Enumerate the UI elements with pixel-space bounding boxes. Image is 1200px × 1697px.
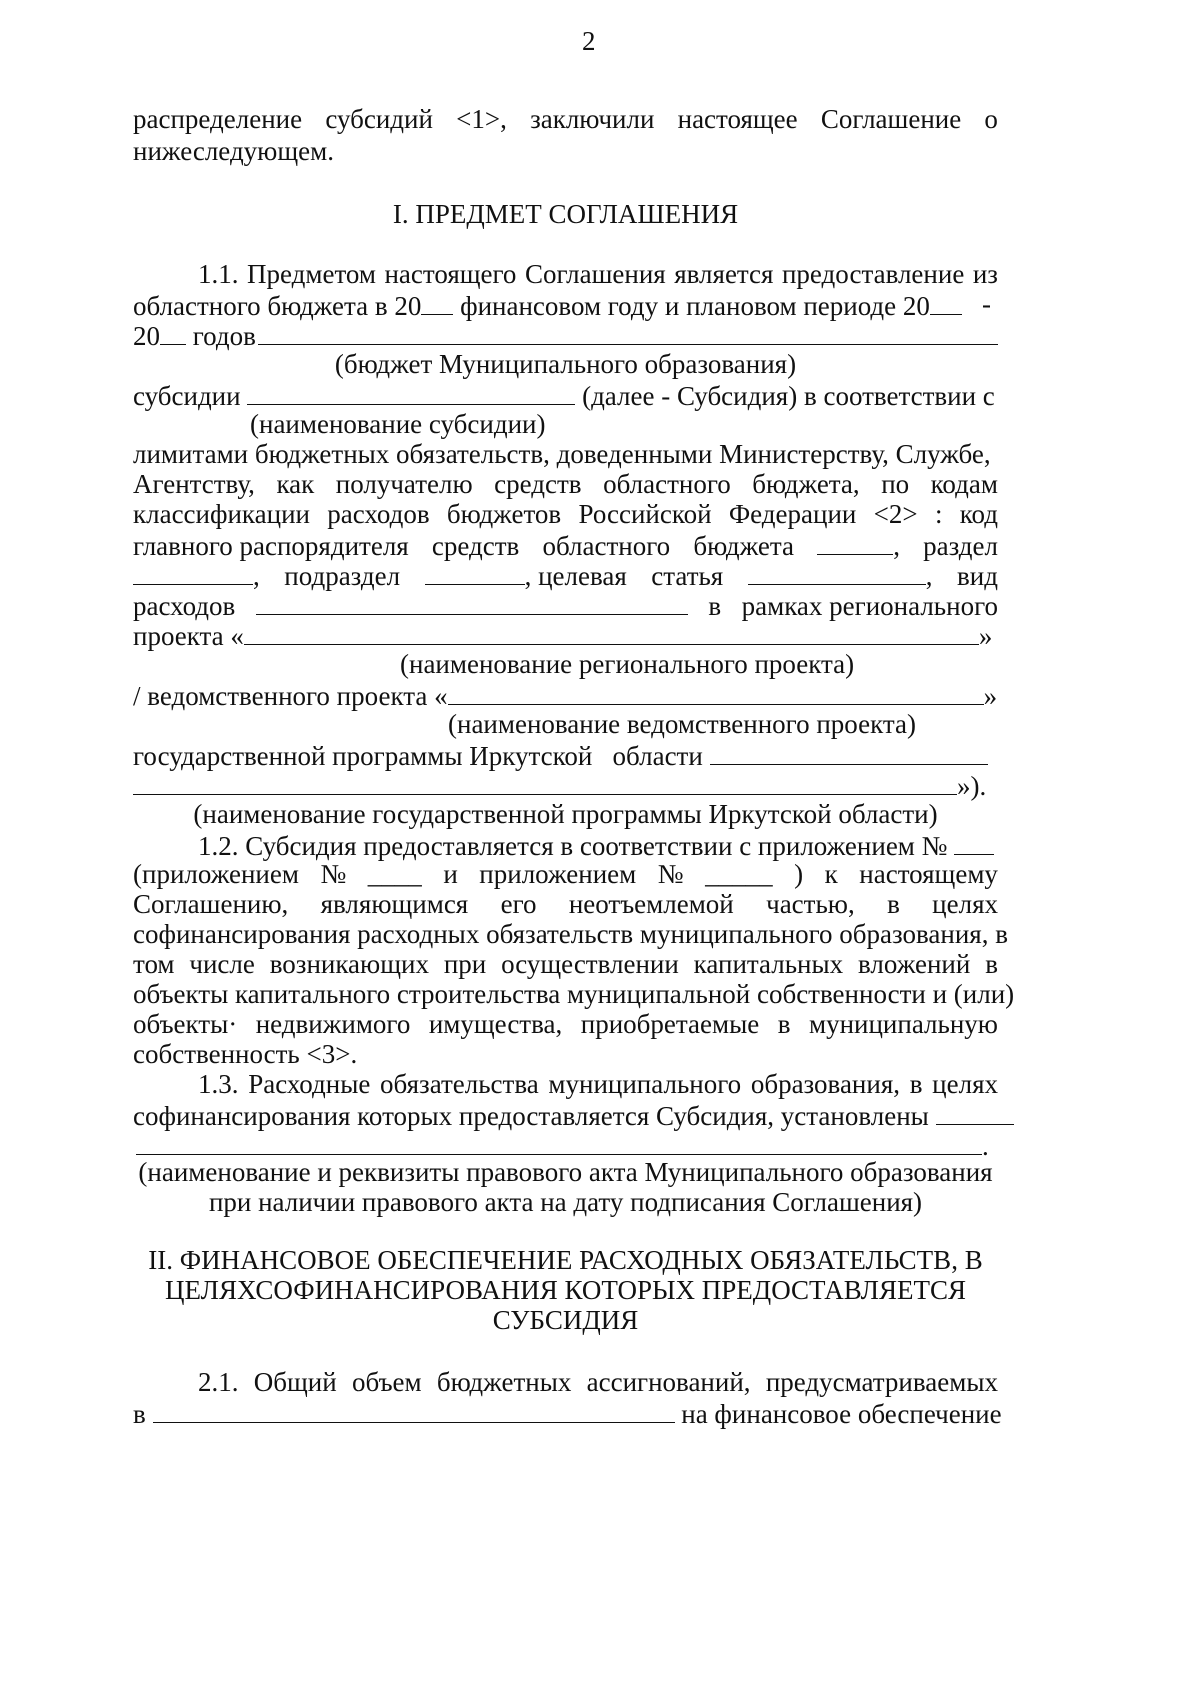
blank-field bbox=[133, 768, 957, 795]
word: муниципального bbox=[548, 1069, 742, 1099]
word: Предметом bbox=[247, 259, 376, 289]
word: ассигнований, bbox=[586, 1367, 751, 1397]
word: о bbox=[984, 104, 998, 134]
caption-departmental: (наименование ведомственного проекта) bbox=[448, 709, 916, 739]
word: образования, bbox=[750, 1069, 901, 1099]
word: обязательства bbox=[380, 1069, 539, 1099]
word: возникающих bbox=[269, 949, 429, 979]
word: предоставление bbox=[781, 259, 965, 289]
word: числе bbox=[189, 949, 255, 979]
p11-line-11 bbox=[133, 678, 997, 712]
word: бюджетных bbox=[436, 1367, 572, 1397]
p11-line-1 bbox=[198, 258, 998, 290]
word: распределение bbox=[133, 104, 303, 134]
p11-line-6 bbox=[133, 498, 998, 530]
text: расходов bbox=[133, 591, 236, 621]
p11-line-13 bbox=[133, 768, 986, 802]
word: бюджетов bbox=[446, 499, 562, 529]
word: при bbox=[443, 949, 487, 979]
blank-field bbox=[930, 288, 962, 315]
caption-subsidy: (наименование субсидии) bbox=[250, 409, 546, 439]
blank-field bbox=[421, 288, 453, 315]
word: Российской bbox=[578, 499, 712, 529]
text: областного bbox=[542, 531, 671, 561]
p21-line-1 bbox=[198, 1366, 998, 1398]
p11-dash: - bbox=[982, 289, 991, 319]
text: статья bbox=[651, 561, 724, 591]
word: Агентству, bbox=[133, 469, 255, 499]
word: муниципальную bbox=[808, 1009, 998, 1039]
word: целях bbox=[932, 889, 998, 919]
text: субсидии bbox=[133, 381, 241, 411]
word: настоящему bbox=[859, 859, 998, 889]
word: настоящего bbox=[384, 259, 517, 289]
caption-regional: (наименование регионального проекта) bbox=[400, 649, 855, 679]
text: главного распорядителя bbox=[133, 531, 409, 561]
text: финансовом году и плановом периоде 20 bbox=[460, 291, 930, 321]
text: вид bbox=[957, 561, 998, 591]
word: являющимся bbox=[320, 889, 469, 919]
word: в bbox=[887, 889, 900, 919]
text: в bbox=[133, 1399, 146, 1429]
word: и bbox=[443, 859, 458, 889]
p11-line-9 bbox=[133, 588, 998, 622]
p11-line-5 bbox=[133, 468, 998, 500]
p11-line-10 bbox=[133, 618, 992, 652]
word: <1>, bbox=[456, 104, 507, 134]
p21-line-2 bbox=[133, 1396, 1002, 1430]
word: является bbox=[674, 259, 774, 289]
text: софинансирования которых предоставляется Субсидия, установлены bbox=[133, 1101, 929, 1131]
word: 2.1. bbox=[198, 1367, 239, 1397]
caption-act-2: при наличии правового акта на дату подписания Соглашения) bbox=[208, 1187, 923, 1217]
text: (далее - Субсидия) в соответствии с bbox=[582, 381, 995, 411]
word: № bbox=[657, 859, 684, 889]
blank-field bbox=[748, 558, 926, 585]
blank-group bbox=[133, 558, 260, 592]
text: , целевая bbox=[524, 561, 627, 591]
blank-field bbox=[817, 528, 893, 555]
word: № bbox=[320, 859, 347, 889]
p12-line-6: объекты капитального строительства муниципальной собственности и (или) bbox=[133, 979, 1015, 1009]
blank-field bbox=[710, 738, 988, 765]
word: осуществлении bbox=[501, 949, 679, 979]
word: 1.3. bbox=[198, 1069, 239, 1099]
text: государственной программы Иркутской bbox=[133, 741, 593, 771]
word: Соглашению, bbox=[133, 889, 289, 919]
word: том bbox=[133, 949, 175, 979]
section-2-title-line-2: ЦЕЛЯХСОФИНАНСИРОВАНИЯ КОТОРЫХ ПРЕДОСТАВЛЯЕТСЯ bbox=[165, 1275, 966, 1305]
text: . bbox=[982, 1131, 989, 1161]
caption-budget: (бюджет Муниципального образования) bbox=[334, 349, 797, 379]
word: Расходные bbox=[248, 1069, 371, 1099]
blank-field bbox=[153, 1396, 675, 1423]
text: в bbox=[708, 591, 722, 621]
text: области bbox=[612, 741, 703, 771]
blank-field bbox=[133, 558, 253, 585]
word: в bbox=[909, 1069, 923, 1099]
word: в bbox=[777, 1009, 791, 1039]
word: областного bbox=[603, 469, 731, 499]
word: расходов bbox=[327, 499, 430, 529]
text: , bbox=[893, 531, 900, 561]
text: раздел bbox=[923, 531, 998, 561]
word: 1.1. bbox=[198, 259, 239, 289]
blank-field bbox=[256, 588, 688, 615]
word: ____ bbox=[367, 859, 422, 889]
blank-field bbox=[425, 558, 525, 585]
blank-group bbox=[425, 558, 627, 592]
word: получателю bbox=[335, 469, 473, 499]
word: его bbox=[500, 889, 537, 919]
word: Общий bbox=[253, 1367, 337, 1397]
p12-line-7 bbox=[133, 1008, 998, 1040]
word: неотъемлемой bbox=[568, 889, 734, 919]
text: / ведомственного проекта « bbox=[133, 681, 448, 711]
text: » bbox=[978, 621, 993, 651]
word: имущества, bbox=[428, 1009, 563, 1039]
blank-field bbox=[954, 828, 994, 855]
section-2-title-line-1: II. ФИНАНСОВОЕ ОБЕСПЕЧЕНИЕ РАСХОДНЫХ ОБЯЗАТЕЛЬСТВ, В bbox=[148, 1245, 983, 1275]
word: частью, bbox=[766, 889, 855, 919]
p12-line-5 bbox=[133, 948, 998, 980]
text: на финансовое обеспечение bbox=[681, 1399, 1002, 1429]
word: субсидий bbox=[325, 104, 433, 134]
intro-line-2: нижеследующем. bbox=[133, 136, 334, 166]
p12-line-8: собственность <3>. bbox=[133, 1039, 358, 1069]
word: средств bbox=[494, 469, 582, 499]
p12-line-3 bbox=[133, 888, 998, 920]
word: заключили bbox=[530, 104, 655, 134]
word: в bbox=[985, 949, 998, 979]
word: как bbox=[276, 469, 315, 499]
word: классификации bbox=[133, 499, 310, 529]
text: проекта « bbox=[133, 621, 244, 651]
subsidy-line bbox=[133, 378, 995, 412]
p11-line-12 bbox=[133, 738, 988, 772]
text: 20 bbox=[133, 321, 160, 351]
word: к bbox=[824, 859, 838, 889]
word: целях bbox=[932, 1069, 998, 1099]
p13-line-1 bbox=[198, 1068, 998, 1100]
text: подраздел bbox=[284, 561, 401, 591]
p11-line-3 bbox=[133, 318, 256, 352]
section-2-title-line-3: СУБСИДИЯ bbox=[492, 1305, 639, 1335]
p12-line-4: софинансирования расходных обязательств муниципального образования, в bbox=[133, 919, 1008, 949]
word: (приложением bbox=[133, 859, 299, 889]
blank-field bbox=[936, 1098, 1014, 1125]
word: объекты· bbox=[133, 1009, 238, 1039]
p13-line-2 bbox=[133, 1098, 1014, 1132]
word: по bbox=[881, 469, 910, 499]
text: , bbox=[925, 561, 933, 591]
text: , bbox=[253, 561, 260, 591]
blank-field bbox=[160, 318, 186, 345]
word: Соглашения bbox=[524, 259, 666, 289]
text: »). bbox=[957, 771, 987, 801]
word: объем bbox=[352, 1367, 422, 1397]
word: приобретаемые bbox=[580, 1009, 760, 1039]
budget-blank-line bbox=[258, 344, 998, 345]
word: приложением bbox=[479, 859, 637, 889]
caption-program: (наименование государственной программы Иркутской области) bbox=[193, 799, 938, 829]
blank-field bbox=[247, 378, 575, 405]
blank-field bbox=[244, 618, 979, 645]
p11-line-2 bbox=[133, 288, 962, 322]
p11-line-8 bbox=[133, 558, 998, 592]
word: <2> bbox=[873, 499, 918, 529]
blank-group bbox=[748, 558, 933, 592]
p12-line-1 bbox=[198, 828, 994, 862]
text: годов bbox=[192, 321, 256, 351]
text: 1.2. Субсидия предоставляется в соответствии с приложением № bbox=[198, 831, 948, 861]
word: из bbox=[972, 259, 998, 289]
word: : bbox=[934, 499, 943, 529]
word: вложений bbox=[858, 949, 971, 979]
p12-line-2 bbox=[133, 858, 998, 890]
word: код bbox=[959, 499, 998, 529]
word: недвижимого bbox=[255, 1009, 411, 1039]
word: Федерации bbox=[728, 499, 857, 529]
p11-line-4: лимитами бюджетных обязательств, доведенными Министерству, Службе, bbox=[133, 439, 991, 469]
blank-field bbox=[136, 1128, 982, 1155]
text: » bbox=[983, 681, 998, 711]
p11-line-7 bbox=[133, 528, 998, 562]
word: _____ bbox=[705, 859, 773, 889]
blank-field bbox=[448, 678, 984, 705]
blank-group bbox=[817, 528, 900, 562]
page-number: 2 bbox=[582, 26, 596, 56]
text: областного бюджета в 20 bbox=[133, 291, 422, 321]
text: рамках регионального bbox=[741, 591, 998, 621]
text: бюджета bbox=[693, 531, 795, 561]
word: Соглашение bbox=[820, 104, 962, 134]
caption-act-1: (наименование и реквизиты правового акта Муниципального образования bbox=[138, 1157, 993, 1187]
word: ) bbox=[794, 859, 804, 889]
section-1-title: I. ПРЕДМЕТ СОГЛАШЕНИЯ bbox=[392, 199, 739, 229]
word: бюджета, bbox=[752, 469, 860, 499]
text: средств bbox=[431, 531, 520, 561]
word: настоящее bbox=[677, 104, 798, 134]
word: капитальных bbox=[693, 949, 844, 979]
word: предусматриваемых bbox=[765, 1367, 998, 1397]
intro-line-1 bbox=[133, 103, 998, 135]
word: кодам bbox=[930, 469, 998, 499]
